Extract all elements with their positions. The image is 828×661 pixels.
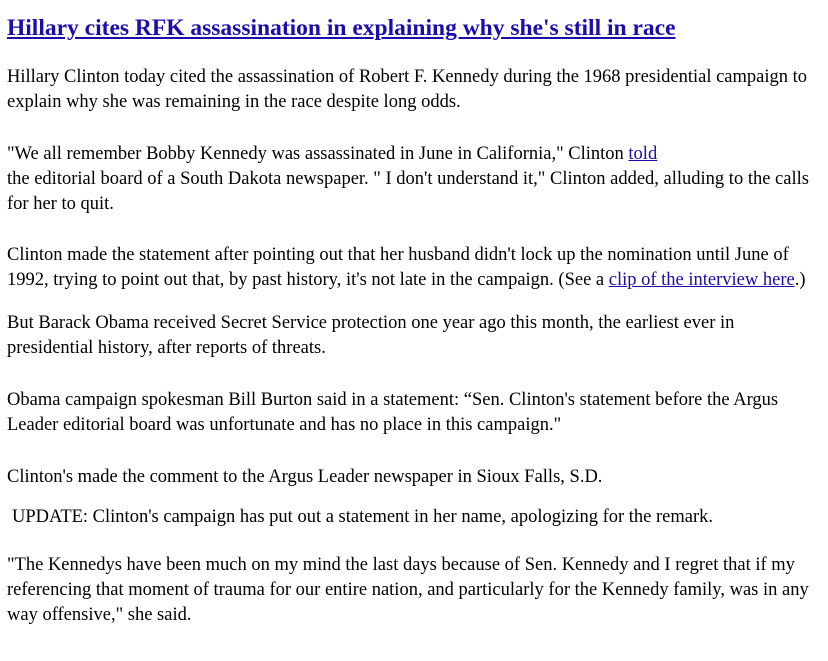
paragraph-quote-text: "We all remember Bobby Kennedy was assassinated in June in California," Clinton [7,144,629,164]
paragraph-apology-quote: "The Kennedys have been much on my mind the last days because of Sen. Kennedy and I regret that if my referencing that moment of trauma for our entire nation, and particularly for the Kennedy family, was in any way offensive," she said. [7,555,809,625]
interview-clip-link[interactable]: clip of the interview here [608,270,795,290]
paragraph-statement [7,243,822,293]
paragraph-obama-protection: But Barack Obama received Secret Service protection one year ago this month, the earliest ever in presidential history, after reports of threats. [7,313,735,358]
paragraph-statement-end: .) [794,270,806,290]
article [7,0,822,628]
paragraph-statement-text: Clinton made the statement after pointing out that her husband didn't lock up the nomination until June of 1992, trying to point out that, by past history, it's not late in the campaign. (See a [7,245,789,290]
paragraph-argus-leader: Clinton's made the comment to the Argus Leader newspaper in Sioux Falls, S.D. [7,467,603,487]
paragraph-burton-statement: Obama campaign spokesman Bill Burton said in a statement: “Sen. Clinton's statement before the Argus Leader editorial board was unfortunate and has no place in this campaign." [7,390,779,435]
paragraph-quote [7,142,822,217]
headline [7,0,822,43]
told-link[interactable]: told [628,144,658,164]
paragraph-intro: Hillary Clinton today cited the assassination of Robert F. Kennedy during the 1968 presidential campaign to explain why she was remaining in the race despite long odds. [7,67,808,112]
paragraph-quote-continued: the editorial board of a South Dakota newspaper. " I don't understand it," Clinton added, alluding to the calls for her to quit. [7,169,809,214]
paragraph-update: UPDATE: Clinton's campaign has put out a statement in her name, apologizing for the remark. [12,507,714,527]
headline-link[interactable]: Hillary cites RFK assassination in explaining why she's still in race [7,15,676,41]
